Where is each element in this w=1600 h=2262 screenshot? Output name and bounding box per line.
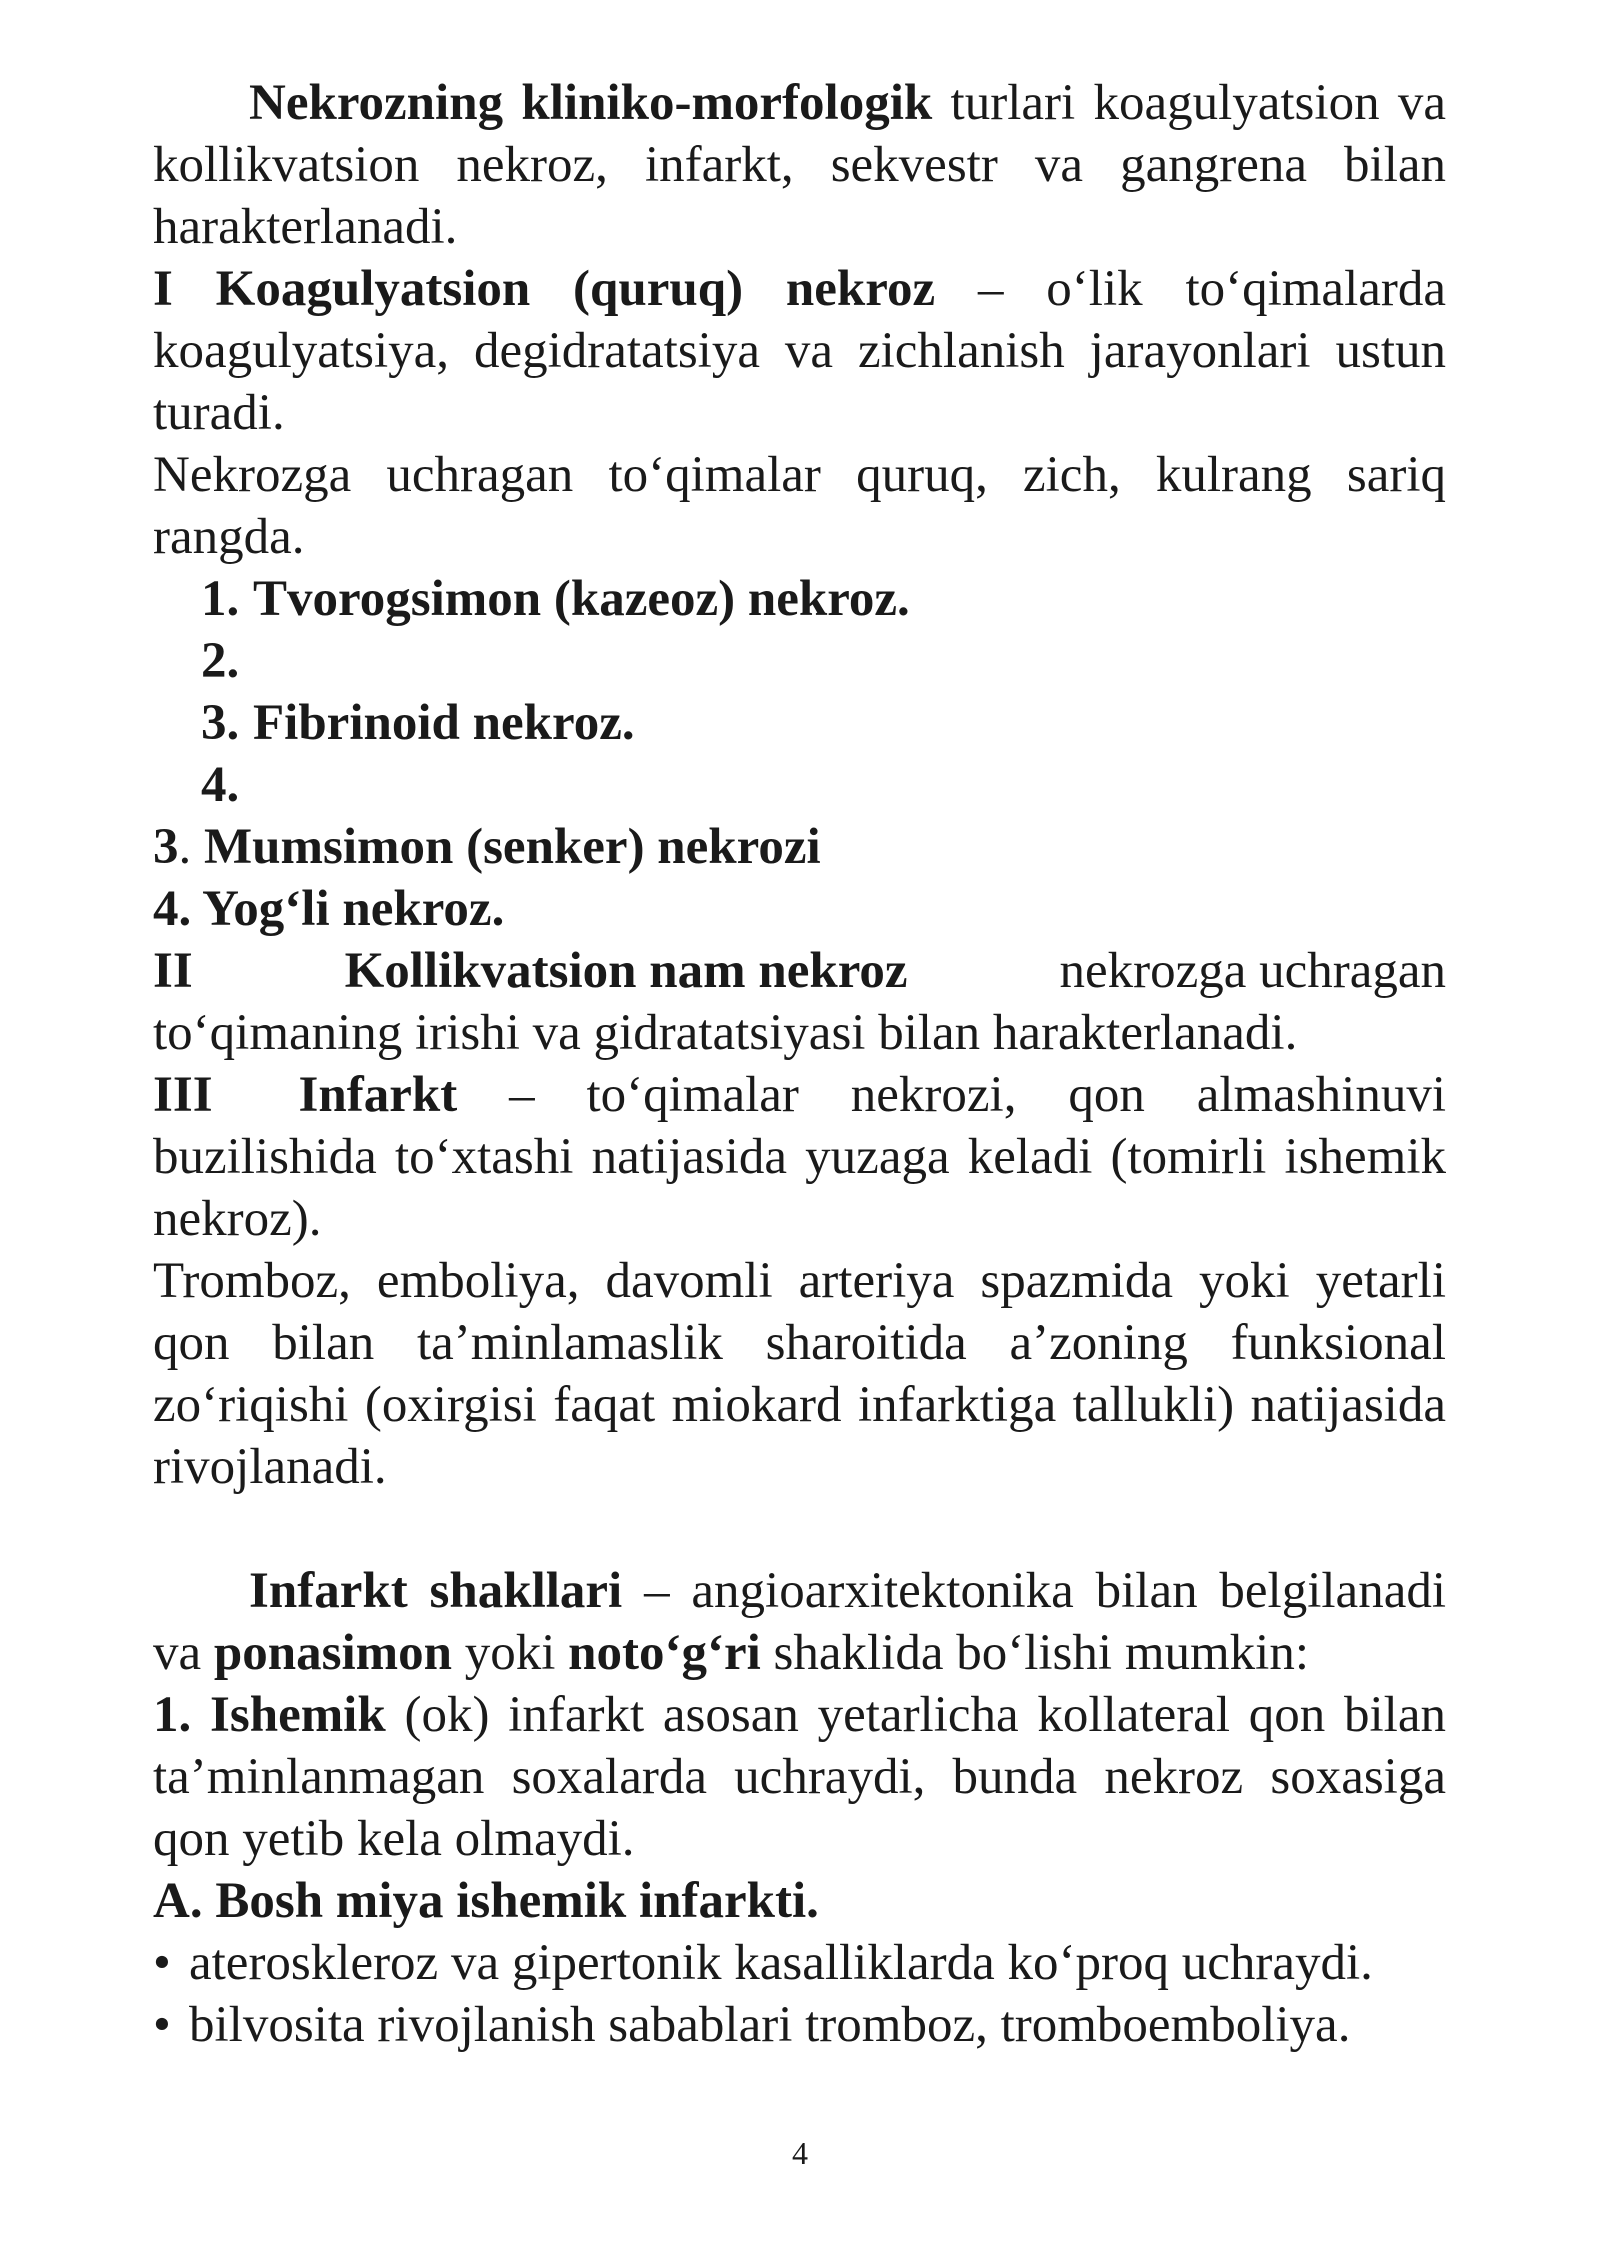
- section-colliquative-necrosis: [153, 940, 1446, 1064]
- bold-term: noto‘g‘ri: [568, 1625, 761, 1681]
- section-heading: Infarkt: [298, 1067, 458, 1123]
- numbered-item-1: [153, 568, 1446, 630]
- roman-numeral: III: [153, 1067, 213, 1123]
- paragraph-necrotic-tissue: Nekrozga uchragan to‘qimalar quruq, zich, kulrang sariq rangda.: [153, 447, 1446, 565]
- item-waxy-necrosis: [153, 816, 1446, 878]
- paragraph-necrosis-types: [153, 72, 1446, 258]
- numbered-item-4: [153, 754, 1446, 816]
- item-number: 4.: [201, 757, 240, 813]
- paragraph-text: turlari koagulyatsion va kollikvatsion nekroz, infarkt, sekvestr va gangrena bilan harakterlanadi.: [153, 75, 1446, 255]
- paragraph-text: – angioarxitektonika bilan belgilanadi va: [153, 1563, 1446, 1681]
- section-coagulative-necrosis: [153, 258, 1446, 444]
- paragraph-text: yoki: [451, 1625, 569, 1681]
- item-number: 1.: [201, 571, 240, 627]
- bullet-icon: •: [153, 1997, 171, 2053]
- item-text: Tvorogsimon (kazeoz) nekroz.: [253, 571, 910, 627]
- section-first-line: [153, 940, 1446, 1002]
- bullet-icon: •: [153, 1935, 171, 1991]
- document-page: [153, 72, 1446, 2056]
- section-heading: Kollikvatsion nam nekroz: [344, 943, 908, 999]
- paragraph-text: shaklida bo‘lishi mumkin:: [760, 1625, 1310, 1681]
- item-ischemic-infarct: [153, 1684, 1446, 1870]
- section-text: nekrozga uchragan: [1059, 943, 1446, 999]
- item-text: Mumsimon (senker) nekrozi: [191, 819, 821, 875]
- page-number: 4: [792, 2135, 808, 2171]
- subheading-brain-infarct: [153, 1870, 1446, 1932]
- section-text: – to‘qimalar nekrozi, qon almashinuvi buzilishida to‘xtashi natijasida yuzaga keladi (tomirli ishemik nekroz).: [153, 1067, 1446, 1247]
- numbered-item-3: [153, 692, 1446, 754]
- bullet-text: ateroskleroz va gipertonik kasalliklarda ko‘proq uchraydi.: [189, 1935, 1373, 1991]
- bold-term: Infarkt shakllari: [249, 1563, 623, 1619]
- subheading-text: A. Bosh miya ishemik infarkti.: [153, 1873, 819, 1929]
- bold-term: Nekrozning kliniko-morfologik: [249, 75, 933, 131]
- blank-line: [153, 1498, 1446, 1560]
- paragraph-infarct-shapes: [153, 1560, 1446, 1684]
- item-number: 3.: [201, 695, 240, 751]
- section-text: – o‘lik to‘qimalarda koagulyatsiya, degidratatsiya va zichlanish jarayonlari ustun turadi.: [153, 261, 1446, 441]
- bullet-item-2: [153, 1994, 1446, 2056]
- section-infarct: [153, 1064, 1446, 1250]
- section-heading: I Koagulyatsion (quruq) nekroz: [153, 261, 936, 317]
- section-second-line: to‘qimaning irishi va gidratatsiyasi bilan harakterlanadi.: [153, 1005, 1298, 1061]
- item-fat-necrosis: [153, 878, 1446, 940]
- item-number: 3: [153, 819, 179, 875]
- bullet-text: bilvosita rivojlanish sabablari tromboz, tromboemboliya.: [189, 1997, 1351, 2053]
- roman-numeral: II: [153, 943, 193, 999]
- item-number: 2.: [201, 633, 240, 689]
- item-text: Fibrinoid nekroz.: [253, 695, 635, 751]
- item-dot: .: [178, 819, 192, 875]
- item-text: 4. Yog‘li nekroz.: [153, 881, 505, 937]
- bold-term: ponasimon: [213, 1625, 452, 1681]
- bold-term: 1. Ishemik: [153, 1687, 386, 1743]
- bullet-item-1: [153, 1932, 1446, 1994]
- numbered-item-2: [153, 630, 1446, 692]
- paragraph-infarct-causes: Tromboz, emboliya, davomli arteriya spazmida yoki yetarli qon bilan ta’minlamaslik sharoitida a’zoning funksional zo‘riqishi (oxirgisi faqat miokard infarktiga tallukli) natijasida rivojlanadi.: [153, 1253, 1446, 1495]
- paragraph-text: (ok) infarkt asosan yetarlicha kollateral qon bilan ta’minlanmagan soxalarda uchraydi, bunda nekroz soxasiga qon yetib kela olmaydi.: [153, 1687, 1446, 1867]
